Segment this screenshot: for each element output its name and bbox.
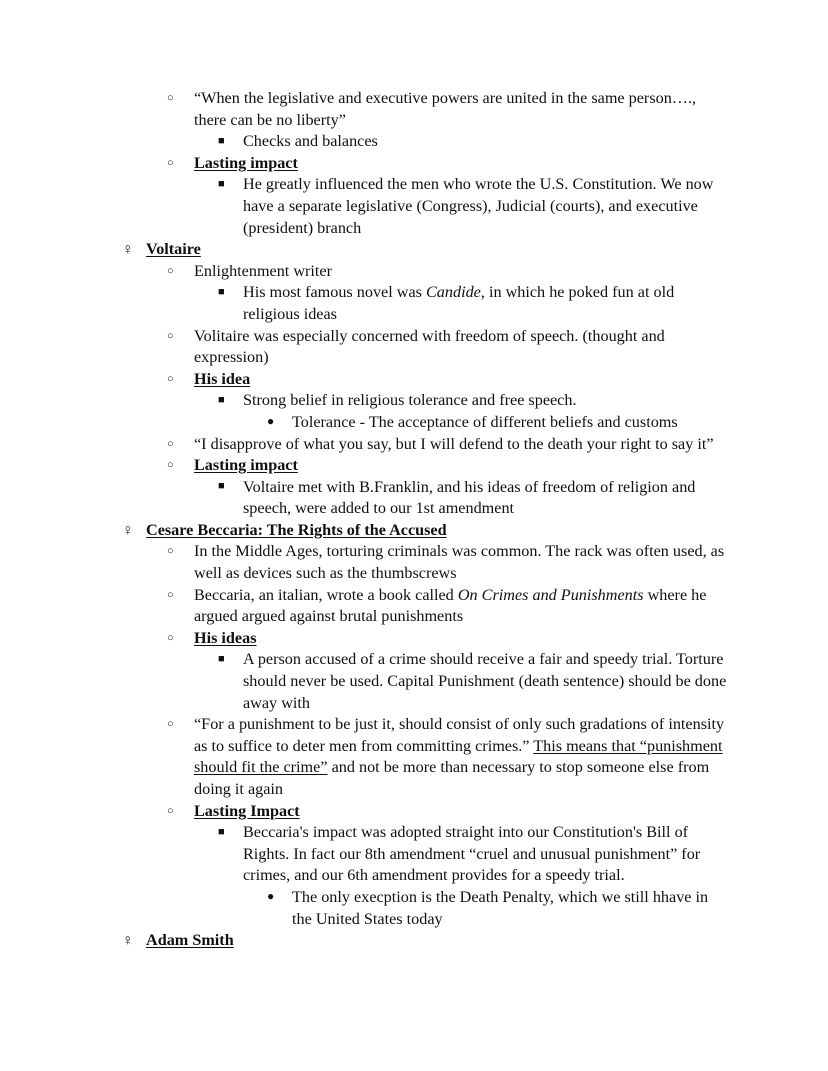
hollow-circle-bullet-icon: ○ <box>167 92 174 104</box>
outline-item-text <box>243 282 730 325</box>
outline-item-level-2 <box>167 455 730 477</box>
filled-square-bullet-icon: ■ <box>218 177 225 190</box>
hollow-circle-bullet-icon: ○ <box>167 588 174 601</box>
outline-item-text: A person accused of a crime should receive a fair and speedy trial. Torture should never be used. Capital Punishment (death sentence) should be done away with <box>243 650 727 712</box>
outline-item-level-2 <box>167 628 730 650</box>
outline-item-text <box>194 585 730 628</box>
plain-text-run: where he argued argued against brutal punishments <box>194 585 707 626</box>
outline-item-level-2 <box>167 434 730 456</box>
filled-square-bullet-icon: ■ <box>218 393 225 406</box>
outline-item-text: Volitaire was especially concerned with freedom of speech. (thought and expression) <box>194 326 665 367</box>
outline-item-level-2 <box>167 541 730 584</box>
plain-text-run: , in which he poked fun at old religious ideas <box>243 283 675 323</box>
outline-item-level-3 <box>218 131 730 153</box>
outline-heading-text: Lasting impact <box>194 153 298 172</box>
outline-item-text <box>194 714 730 800</box>
outline-item-level-2 <box>167 326 730 369</box>
plain-text-run: and not be more than necessary to stop someone else from doing it again <box>194 758 710 798</box>
outline-item-level-2 <box>167 585 730 628</box>
outline-item-level-2 <box>167 801 730 823</box>
hollow-circle-bullet-icon: ○ <box>167 329 174 342</box>
venus-symbol-bullet-icon: ♀ <box>122 241 134 259</box>
outline-item-level-3 <box>218 282 730 325</box>
outline-item-text: Enlightenment writer <box>194 261 333 280</box>
outline-item-level-2 <box>167 714 730 800</box>
filled-square-bullet-icon: ■ <box>218 285 225 298</box>
outline-item-text: Strong belief in religious tolerance and free speech. <box>243 391 577 410</box>
filled-square-bullet-icon: ■ <box>218 134 225 147</box>
outline-item-level-1 <box>122 520 730 542</box>
outline-item-level-3 <box>218 477 730 520</box>
hollow-circle-bullet-icon: ○ <box>167 437 174 450</box>
outline-item-text: The only execption is the Death Penalty, which we still hhave in the United States today <box>292 887 709 928</box>
filled-disc-bullet-icon: ● <box>267 414 275 429</box>
outline-heading-text: Lasting impact <box>194 456 298 475</box>
plain-text-run: His most famous novel was <box>243 283 426 302</box>
outline-item-level-2 <box>167 261 730 283</box>
outline-item-level-3 <box>218 822 730 887</box>
outline-item-level-2 <box>167 153 730 175</box>
outline-item-level-4 <box>267 412 730 434</box>
italic-title-text: On Crimes and Punishments <box>457 585 644 604</box>
filled-square-bullet-icon: ■ <box>218 480 225 493</box>
hollow-circle-bullet-icon: ○ <box>167 804 174 817</box>
hollow-circle-bullet-icon: ○ <box>167 631 174 644</box>
outline-item-level-3 <box>218 649 730 714</box>
outline-item-level-4 <box>267 887 730 930</box>
hollow-circle-bullet-icon: ○ <box>167 459 174 472</box>
outline-item-level-3 <box>218 174 730 239</box>
underlined-emphasis-text: This means that “punishment should fit the crime” <box>194 736 723 777</box>
outline-item-text: Checks and balances <box>243 132 378 151</box>
hollow-circle-bullet-icon: ○ <box>167 264 174 277</box>
hollow-circle-bullet-icon: ○ <box>167 718 174 731</box>
outline-item-level-3 <box>218 390 730 412</box>
outline-item-text: “I disapprove of what you say, but I will defend to the death your right to say it” <box>194 434 714 453</box>
outline-item-level-1 <box>122 239 730 261</box>
outline-list <box>0 88 828 952</box>
outline-heading-text: His idea <box>194 369 251 388</box>
outline-item-text: He greatly influenced the men who wrote the U.S. Constitution. We now have a separate legislative (Congress), Judicial (courts), and executive (president) branch <box>243 175 714 237</box>
outline-item-level-1 <box>122 930 730 952</box>
outline-heading-text: Lasting Impact <box>194 801 300 820</box>
hollow-circle-bullet-icon: ○ <box>167 372 174 385</box>
plain-text-run: Beccaria, an italian, wrote a book called <box>194 585 458 604</box>
hollow-circle-bullet-icon: ○ <box>167 156 174 169</box>
outline-item-text: Beccaria's impact was adopted straight into our Constitution's Bill of Rights. In fact our 8th amendment “cruel and unusual punishment” for crimes, and our 6th amendment provides for a speedy trial. <box>243 823 701 885</box>
outline-item-level-2 <box>167 88 730 131</box>
outline-item-text: Voltaire met with B.Franklin, and his ideas of freedom of religion and speech, were added to our 1st amendment <box>243 477 696 518</box>
venus-symbol-bullet-icon: ♀ <box>122 521 134 539</box>
outline-item-text: Tolerance - The acceptance of different beliefs and customs <box>292 412 678 431</box>
hollow-circle-bullet-icon: ○ <box>167 545 174 558</box>
filled-square-bullet-icon: ■ <box>218 652 225 665</box>
italic-title-text: Candide <box>426 283 481 302</box>
outline-heading-text: Voltaire <box>146 240 201 259</box>
plain-text-run: “For a punishment to be just it, should consist of only such gradations of intensity as to suffice to deter men from committing crimes.” <box>194 715 725 755</box>
outline-heading-text: Cesare Beccaria: The Rights of the Accused <box>146 520 447 539</box>
outline-item-text: In the Middle Ages, torturing criminals was common. The rack was often used, as well as devices such as the thumbscrews <box>194 542 725 583</box>
filled-square-bullet-icon: ■ <box>218 825 225 838</box>
venus-symbol-bullet-icon: ♀ <box>122 932 134 950</box>
outline-item-text: “When the legislative and executive powers are united in the same person…., there can be no liberty” <box>194 89 697 129</box>
outline-heading-text: Adam Smith <box>146 931 234 950</box>
filled-disc-bullet-icon: ● <box>267 889 275 904</box>
outline-heading-text: His ideas <box>194 628 257 647</box>
outline-item-level-2 <box>167 369 730 391</box>
